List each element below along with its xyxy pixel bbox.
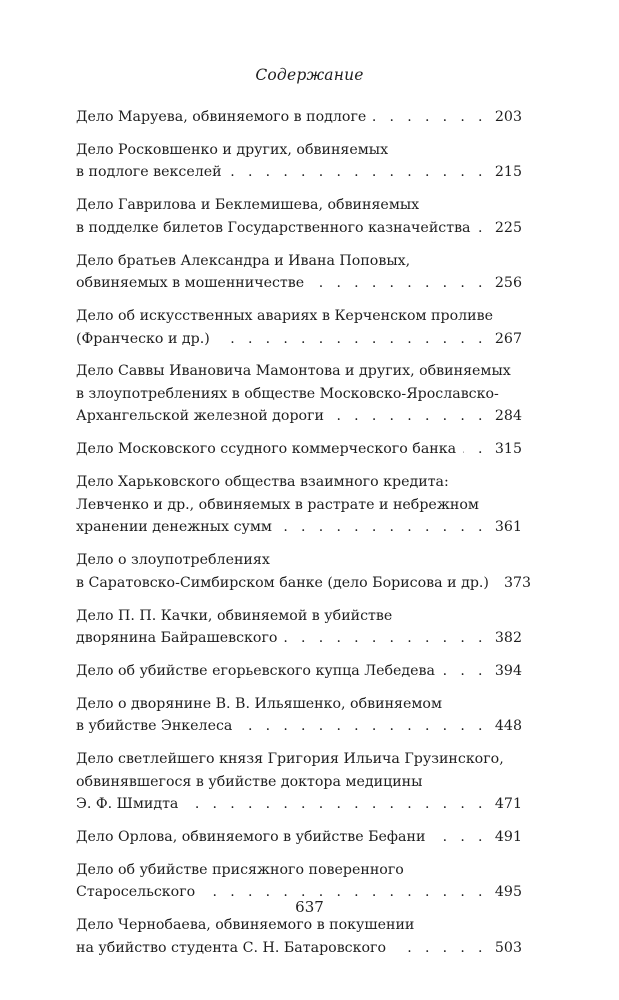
toc-entry-title-line: в убийстве Энкелеса (76, 718, 233, 735)
dot-leader (185, 793, 487, 816)
toc-entry (76, 914, 522, 959)
toc-page-number: 382 (494, 630, 522, 647)
toc-entry-title-line: Дело Харьковского общества взаимного кредита: (76, 474, 449, 491)
dot-leader (393, 937, 487, 960)
toc-entry-title-line: (Франческо и др.) (76, 330, 210, 347)
toc-page-number: 361 (494, 519, 522, 536)
toc-entry-title-line: в злоупотреблениях в обществе Московско-Ярославско- (76, 385, 499, 402)
toc-entry (76, 305, 522, 350)
toc-page-number: 256 (494, 275, 522, 292)
toc-entry-title-line: Дело светлейшего князя Григория Ильича Грузинского, (76, 751, 504, 768)
toc-entry (76, 549, 532, 594)
toc-entry-final-line (76, 826, 522, 849)
toc-entry-title-line: Дело Саввы Ивановича Мамонтова и других, обвиняемых (76, 363, 511, 380)
toc-entry (76, 194, 522, 239)
toc-entry (76, 438, 522, 461)
toc-entry-title-line: на убийство студента С. Н. Батаровского (76, 939, 387, 956)
toc-page-number: 315 (494, 441, 522, 458)
toc-entry-title-line: Дело об убийстве присяжного поверенного (76, 861, 404, 878)
toc-entry-title-line: Левченко и др., обвиняемых в растрате и небрежном (76, 496, 479, 513)
dot-leader (432, 826, 487, 849)
toc-page-number: 225 (494, 219, 522, 236)
toc-entry (76, 360, 522, 428)
toc-page-number: 495 (494, 884, 522, 901)
toc-entry-title-line: Дело о дворянине В. В. Ильяшенко, обвиняемом (76, 695, 442, 712)
toc-entry (76, 660, 522, 683)
toc-page-number: 215 (494, 164, 522, 181)
toc-entry-final-line (76, 627, 522, 650)
toc-page-number: 471 (494, 796, 522, 813)
toc-entry-final-line (76, 572, 532, 595)
toc-entry-title-line: Дело Орлова, обвиняемого в убийстве Бефани (76, 829, 426, 846)
toc-page-number: 203 (494, 109, 522, 125)
toc-entry (76, 106, 522, 129)
toc-entry-title-line: Дело братьев Александра и Ивана Поповых, (76, 252, 411, 269)
toc-entry (76, 693, 522, 738)
dot-leader (442, 660, 487, 683)
toc-entry-title-line: Дело Гаврилова и Беклемишева, обвиняемых (76, 197, 420, 214)
toc-entry (76, 471, 522, 539)
toc-entry-title-line: в подделке билетов Государственного казначейства (76, 219, 471, 236)
toc-entry-title-line: обвиняемых в мошенничестве (76, 275, 305, 292)
toc-entry-final-line (76, 405, 522, 428)
toc-entry-title-line: Дело Маруева, обвиняемого в подлоге (76, 109, 367, 125)
toc-entry-title-line: Дело Московского ссудного коммерческого банка (76, 441, 457, 458)
toc-entry-final-line (76, 217, 522, 240)
toc-entry-final-line (76, 272, 522, 295)
table-of-contents (76, 106, 532, 970)
toc-entry (76, 826, 522, 849)
toc-entry-title-line: Дело Росковшенко и других, обвиняемых (76, 141, 389, 158)
toc-entry-final-line (76, 438, 522, 461)
toc-entry-title-line: Архангельской железной дороги (76, 408, 324, 425)
toc-entry (76, 605, 522, 650)
toc-entry-title-line: обвинявшегося в убийстве доктора медицины (76, 773, 423, 790)
toc-entry-final-line (76, 516, 522, 539)
toc-entry-title-line: Дело о злоупотреблениях (76, 552, 270, 569)
toc-entry-final-line (76, 106, 522, 129)
toc-entry-final-line (76, 660, 522, 683)
toc-entry-final-line (76, 793, 522, 816)
toc-entry-title-line: Дело Чернобаева, обвиняемого в покушении (76, 917, 415, 934)
toc-entry-final-line (76, 937, 522, 960)
toc-entry-title-line: в подлоге векселей (76, 164, 222, 181)
page-number: 637 (295, 898, 324, 916)
dot-leader (478, 217, 487, 240)
toc-entry-title-line: Э. Ф. Шмидта (76, 796, 179, 813)
toc-entry-title-line: Дело П. П. Качки, обвиняемой в убийстве (76, 607, 393, 624)
toc-entry-final-line (76, 715, 522, 738)
toc-page-number: 503 (494, 939, 522, 956)
toc-entry-title-line: Старосельского (76, 884, 196, 901)
toc-page-number: 267 (494, 330, 522, 347)
dot-leader (463, 438, 487, 461)
toc-entry-title-line: дворянина Байрашевского (76, 630, 278, 647)
dot-leader (311, 272, 487, 295)
dot-leader (284, 627, 486, 650)
toc-page-number: 448 (494, 718, 522, 735)
toc-entry-title-line: хранении денежных сумм (76, 519, 272, 536)
toc-entry (76, 748, 522, 816)
toc-page-number: 491 (494, 829, 522, 846)
toc-page-number: 284 (494, 408, 522, 425)
running-head: Содержание (255, 66, 364, 84)
dot-leader (279, 516, 487, 539)
dot-leader (217, 328, 487, 351)
toc-entry (76, 250, 522, 295)
toc-entry-title-line: в Саратовско-Симбирском банке (дело Борисова и др.) (76, 574, 489, 591)
toc-entry-final-line (76, 328, 522, 351)
dot-leader (239, 715, 487, 738)
toc-entry-title-line: Дело об искусственных авариях в Керченском проливе (76, 308, 493, 325)
toc-page-number: 373 (503, 574, 532, 591)
toc-entry (76, 139, 522, 184)
toc-entry-final-line (76, 161, 522, 184)
toc-page-number: 394 (494, 662, 522, 679)
dot-leader (373, 106, 487, 129)
toc-entry-title-line: Дело об убийстве егорьевского купца Лебедева (76, 662, 435, 679)
dot-leader (229, 161, 487, 184)
dot-leader (331, 405, 487, 428)
